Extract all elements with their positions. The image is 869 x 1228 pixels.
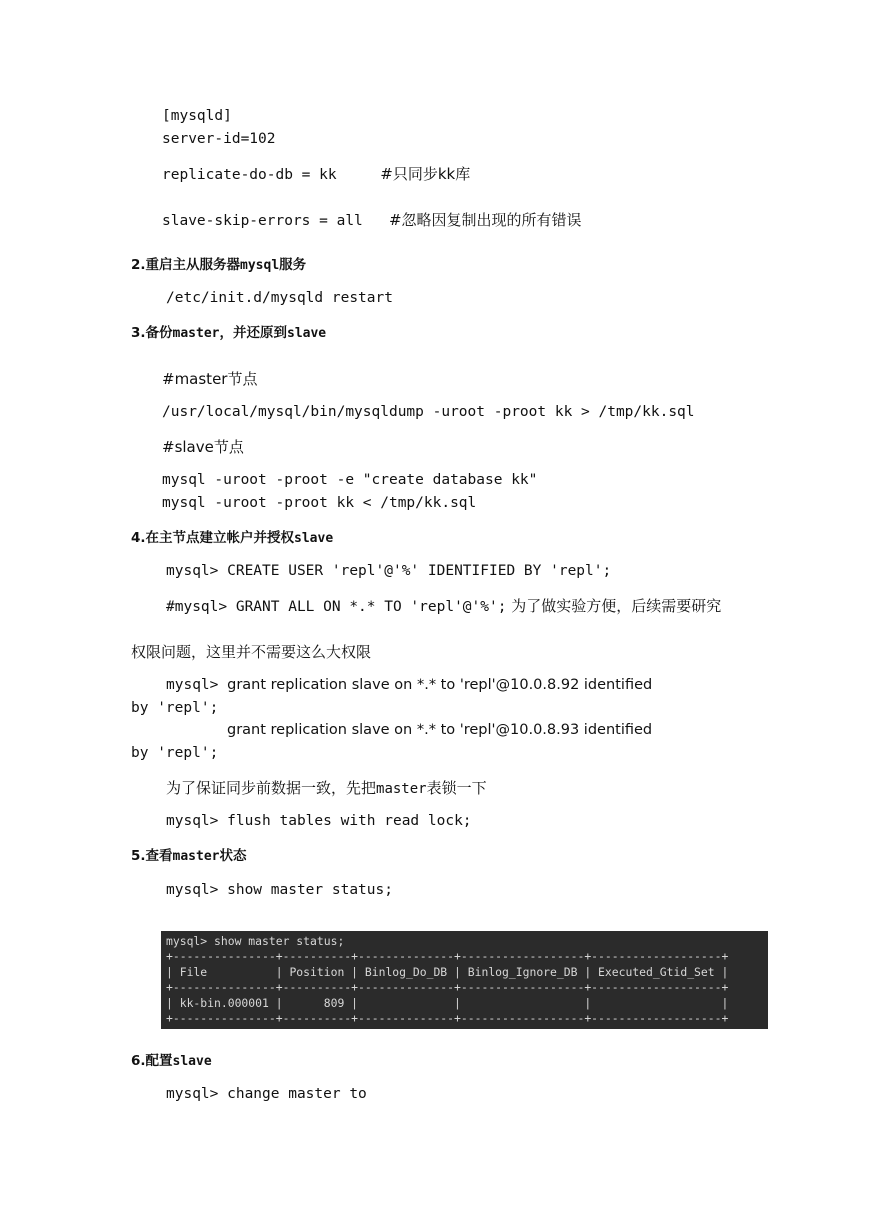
step6-heading xyxy=(131,1051,212,1072)
step2-title-post: 服务 xyxy=(279,257,307,273)
lock-note-pre: 为了保证同步前数据一致，先把 xyxy=(166,779,377,797)
show-status-command: mysql> show master status; xyxy=(166,882,393,898)
grant-all-note: 为了做实验方便，后续需要研究 xyxy=(506,597,722,615)
grant2-text: grant replication slave on *.* to 'repl'@10.0.8.93 identified xyxy=(227,722,653,738)
step3-title-pre: 3.备份 xyxy=(131,325,173,341)
step4-title-code: slave xyxy=(294,531,334,546)
step5-title-pre: 5.查看 xyxy=(131,848,173,864)
grant1-prefix: mysql> xyxy=(166,677,228,693)
step4-title-pre: 4.在主节点建立帐户并授权 xyxy=(131,530,295,546)
step3-title-code2: slave xyxy=(287,326,327,341)
replicate-comment: #只同步kk库 xyxy=(380,165,471,183)
step3-title-code1: master xyxy=(172,326,220,341)
config-section-header: [mysqld] xyxy=(162,108,232,124)
skip-comment: #忽略因复制出现的所有错误 xyxy=(388,211,582,229)
change-master-command: mysql> change master to xyxy=(166,1086,367,1102)
step3-heading xyxy=(131,323,326,344)
step3-title-mid: ，并还原到 xyxy=(219,325,287,341)
skip-code: slave-skip-errors = all xyxy=(162,213,389,229)
terminal-output: mysql> show master status; +---------------+----------+--------------+------------------+-------------------+ | File | Position | Binlog_Do_DB | Binlog_Ignore_DB | Executed_Gtid_Set | +---------------+----------+--------------+------------------+-------------------+ | kk-bin.000001 | 809 | | | | +---------------+----------+--------------+------------------+-------------------+ xyxy=(166,934,729,1026)
config-server-id: server-id=102 xyxy=(162,131,276,147)
master-comment: #master节点 xyxy=(162,370,258,388)
step5-title-post: 状态 xyxy=(219,848,247,864)
step4-heading xyxy=(131,528,333,549)
replicate-code: replicate-do-db = kk xyxy=(162,167,381,183)
lock-note-post: 表锁一下 xyxy=(426,779,487,797)
step2-title-code: mysql xyxy=(240,258,280,273)
step6-title-pre: 6.配置 xyxy=(131,1053,173,1069)
grant-all-code: #mysql> GRANT ALL ON *.* TO 'repl'@'%'; xyxy=(166,599,507,615)
grant1-line xyxy=(166,675,652,695)
step2-title-pre: 2.重启主从服务器 xyxy=(131,257,241,273)
config-replicate-line xyxy=(162,164,470,185)
grant2-cont: by 'repl'; xyxy=(131,745,219,761)
config-skip-line xyxy=(162,210,582,231)
dump-command: /usr/local/mysql/bin/mysqldump -uroot -proot kk > /tmp/kk.sql xyxy=(162,404,695,420)
step6-title-code: slave xyxy=(172,1054,212,1069)
step2-heading xyxy=(131,255,306,276)
restore-command: mysql -uroot -proot kk < /tmp/kk.sql xyxy=(162,495,477,511)
create-db-command: mysql -uroot -proot -e "create database kk" xyxy=(162,472,538,488)
grant1-text: grant replication slave on *.* to 'repl'@10.0.8.92 identified xyxy=(227,677,653,693)
lock-note xyxy=(166,778,487,799)
grant1-cont: by 'repl'; xyxy=(131,700,219,716)
lock-note-code: master xyxy=(376,781,427,797)
restart-command: /etc/init.d/mysqld restart xyxy=(166,290,393,306)
slave-comment: #slave节点 xyxy=(162,438,244,456)
terminal-screenshot xyxy=(161,931,768,1029)
grant-all-line xyxy=(166,596,721,617)
grant-all-note-cont: 权限问题，这里并不需要这么大权限 xyxy=(131,643,372,661)
lock-command: mysql> flush tables with read lock; xyxy=(166,813,472,829)
step5-heading xyxy=(131,846,247,867)
create-user-command: mysql> CREATE USER 'repl'@'%' IDENTIFIED BY 'repl'; xyxy=(166,563,612,579)
step5-title-code: master xyxy=(172,849,220,864)
